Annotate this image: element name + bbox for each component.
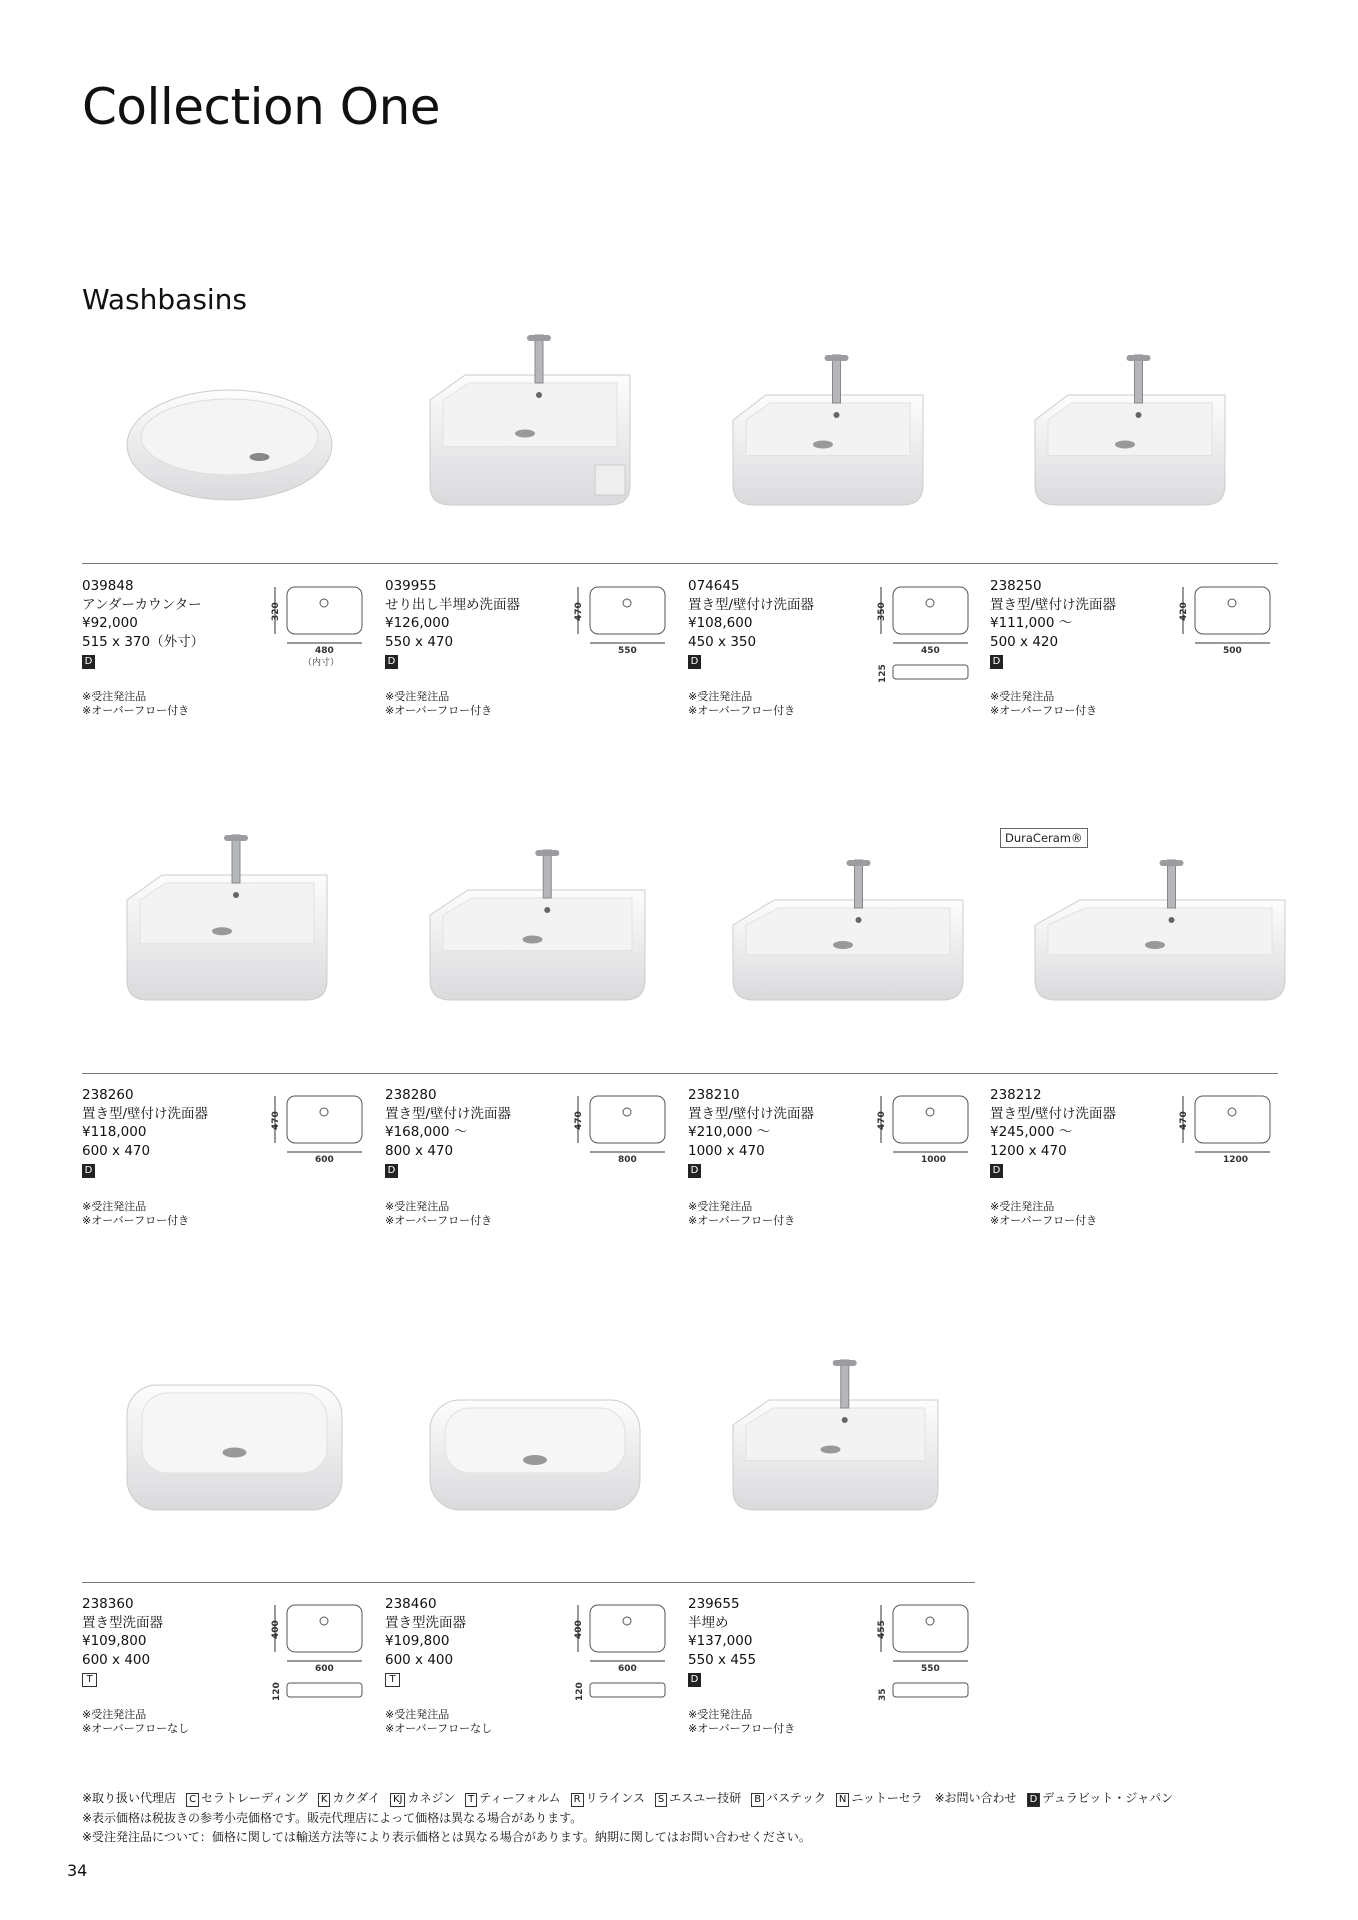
dealer-name: カネジン	[407, 1791, 456, 1805]
dealers-label: ※取り扱い代理店	[82, 1791, 177, 1805]
product-notes	[385, 1708, 492, 1736]
svg-text:125: 125	[878, 664, 888, 683]
overflow-note: ※オーバーフロー付き	[990, 704, 1098, 717]
svg-text:（内寸）: （内寸）	[303, 658, 340, 668]
product-photo	[728, 1350, 943, 1524]
svg-text:420: 420	[1179, 602, 1189, 621]
overflow-note: ※オーバーフロー付き	[385, 1214, 493, 1227]
dimension-drawing	[570, 1088, 670, 1202]
svg-text:600: 600	[315, 1155, 334, 1165]
page-number: 34	[67, 1861, 88, 1880]
product-info	[385, 577, 520, 670]
svg-text:400: 400	[271, 1620, 281, 1639]
product-code: 238260	[82, 1087, 134, 1103]
svg-text:450: 450	[921, 646, 940, 656]
product-info	[82, 1086, 208, 1179]
product-notes	[82, 1200, 189, 1228]
product-notes	[990, 1200, 1097, 1228]
overflow-note: ※オーバーフローなし	[82, 1722, 190, 1735]
product-size: 550 x 470	[385, 633, 454, 650]
dealer-badge: N	[836, 1793, 849, 1807]
svg-text:550: 550	[618, 646, 637, 656]
dimension-drawing	[1175, 579, 1275, 693]
footer-notes	[82, 1790, 1173, 1845]
product-size: 500 x 420	[990, 633, 1059, 650]
product-name: アンダーカウンター	[82, 596, 202, 613]
svg-text:350: 350	[877, 602, 887, 621]
dimension-drawing	[570, 579, 670, 693]
product-code: 074645	[688, 578, 740, 594]
contact-badge: D	[1027, 1793, 1041, 1807]
dimension-drawing	[873, 1088, 973, 1202]
product-size: 450 x 350	[688, 633, 757, 650]
dealer-badge: KJ	[390, 1793, 406, 1807]
product-code: 239655	[688, 1596, 740, 1612]
svg-text:600: 600	[618, 1664, 637, 1674]
product-price: ¥92,000	[82, 615, 138, 631]
svg-text:470: 470	[271, 1111, 281, 1130]
product-size: 800 x 470	[385, 1142, 454, 1159]
dealer-badge: D	[82, 655, 95, 669]
dealer-badge: T	[465, 1793, 477, 1807]
dealer-line	[82, 1790, 1173, 1807]
product-price: ¥118,000	[82, 1124, 147, 1140]
order-note: ※受注発注品	[82, 1200, 147, 1213]
overflow-note: ※オーバーフロー付き	[990, 1214, 1098, 1227]
dimension-drawing	[267, 579, 367, 693]
dimension-drawing	[873, 579, 973, 693]
order-note: ※受注発注品	[990, 690, 1055, 703]
product-photo	[122, 825, 332, 1014]
product-code: 238250	[990, 578, 1042, 594]
order-note: ※受注発注品	[385, 1708, 450, 1721]
overflow-note: ※オーバーフロー付き	[688, 1722, 796, 1735]
order-note: ※受注発注品	[385, 690, 450, 703]
product-code: 238212	[990, 1087, 1042, 1103]
product-photo	[425, 325, 635, 519]
dealer-name: リラインス	[585, 1791, 645, 1805]
product-size: 600 x 470	[82, 1142, 151, 1159]
svg-text:120: 120	[575, 1682, 585, 1701]
product-photo	[728, 850, 968, 1014]
product-photo	[1030, 850, 1290, 1014]
product-name: 置き型/壁付け洗面器	[990, 596, 1117, 613]
overflow-note: ※オーバーフロー付き	[688, 704, 796, 717]
dimension-drawing	[570, 1597, 670, 1711]
dealer-badge: R	[571, 1793, 584, 1807]
overflow-note: ※オーバーフローなし	[385, 1722, 493, 1735]
dealer-badge: D	[385, 655, 398, 669]
contact-label: ※お問い合わせ	[934, 1791, 1017, 1805]
product-code: 238280	[385, 1087, 437, 1103]
page-title: Collection One	[82, 78, 441, 136]
svg-text:455: 455	[877, 1620, 887, 1639]
product-name: 置き型/壁付け洗面器	[688, 596, 815, 613]
product-price: ¥109,800	[82, 1633, 147, 1649]
product-notes	[688, 690, 795, 718]
product-info	[688, 577, 814, 670]
product-code: 238210	[688, 1087, 740, 1103]
divider-row-2	[82, 1073, 1278, 1074]
svg-text:1000: 1000	[921, 1155, 947, 1165]
product-notes	[82, 690, 189, 718]
dealer-badge: T	[385, 1673, 400, 1687]
product-size: 550 x 455	[688, 1651, 757, 1668]
contact-name: デュラビット・ジャパン	[1042, 1791, 1174, 1805]
svg-text:470: 470	[1179, 1111, 1189, 1130]
product-info	[688, 1595, 756, 1688]
order-note: ※受注発注品	[688, 1200, 753, 1213]
product-price: ¥137,000	[688, 1633, 753, 1649]
overflow-note: ※オーバーフロー付き	[82, 1214, 190, 1227]
price-note: ※表示価格は税抜きの参考小売価格です。販売代理店によって価格は異なる場合があります。	[82, 1811, 583, 1825]
product-price: ¥126,000	[385, 615, 450, 631]
product-info	[82, 1595, 163, 1688]
dealer-badge: C	[186, 1793, 199, 1807]
dealer-name: ティーフォルム	[479, 1791, 561, 1805]
svg-text:800: 800	[618, 1155, 637, 1165]
overflow-note: ※オーバーフロー付き	[688, 1214, 796, 1227]
product-name: 置き型/壁付け洗面器	[688, 1105, 815, 1122]
dealer-name: セラトレーディング	[201, 1791, 308, 1805]
svg-text:1200: 1200	[1223, 1155, 1249, 1165]
svg-text:120: 120	[272, 1682, 282, 1701]
svg-text:480: 480	[315, 646, 334, 656]
product-notes	[688, 1200, 795, 1228]
product-info	[990, 577, 1116, 670]
product-price: ¥168,000 〜	[385, 1124, 468, 1140]
dealer-badge: D	[385, 1164, 398, 1178]
product-size: 600 x 400	[385, 1651, 454, 1668]
product-size: 1200 x 470	[990, 1142, 1067, 1159]
divider-row-1	[82, 563, 1278, 564]
product-info	[385, 1595, 466, 1688]
product-price: ¥109,800	[385, 1633, 450, 1649]
product-photo	[122, 375, 337, 559]
section-title: Washbasins	[82, 283, 248, 316]
dealer-badge: D	[990, 1164, 1003, 1178]
product-photo	[425, 1380, 645, 1564]
product-size: 600 x 400	[82, 1651, 151, 1668]
product-code: 039848	[82, 578, 134, 594]
product-notes	[385, 690, 492, 718]
product-notes	[688, 1708, 795, 1736]
dealer-badge: D	[688, 1673, 701, 1687]
dimension-drawing	[267, 1088, 367, 1202]
product-photo	[122, 1365, 347, 1564]
dealer-badge: D	[688, 655, 701, 669]
product-info	[990, 1086, 1116, 1179]
order-note: ※受注発注品	[385, 1200, 450, 1213]
svg-text:600: 600	[315, 1664, 334, 1674]
svg-text:400: 400	[574, 1620, 584, 1639]
product-info	[385, 1086, 511, 1179]
product-info	[82, 577, 204, 670]
product-photo	[728, 345, 928, 519]
product-name: せり出し半埋め洗面器	[385, 596, 520, 613]
dealer-name: ニットーセラ	[851, 1791, 923, 1805]
order-note: ※受注発注品について：価格に関しては輸送方法等により表示価格とは異なる場合があります。納期に関してはお問い合わせください。	[82, 1830, 811, 1844]
dealer-badge: K	[318, 1793, 331, 1807]
overflow-note: ※オーバーフロー付き	[82, 704, 190, 717]
dealer-badge: S	[655, 1793, 667, 1807]
divider-row-3	[82, 1582, 975, 1583]
dealer-badge: D	[82, 1164, 95, 1178]
svg-text:550: 550	[921, 1664, 940, 1674]
product-notes	[990, 690, 1097, 718]
order-note: ※受注発注品	[688, 1708, 753, 1721]
dimension-drawing	[267, 1597, 367, 1711]
overflow-note: ※オーバーフロー付き	[385, 704, 493, 717]
dealer-name: カクダイ	[332, 1791, 380, 1805]
product-price: ¥245,000 〜	[990, 1124, 1073, 1140]
dealer-badge: B	[751, 1793, 764, 1807]
product-name: 置き型/壁付け洗面器	[990, 1105, 1117, 1122]
product-size: 1000 x 470	[688, 1142, 765, 1159]
dimension-drawing	[1175, 1088, 1275, 1202]
dealer-badge: T	[82, 1673, 97, 1687]
product-name: 置き型洗面器	[385, 1614, 466, 1631]
order-note: ※受注発注品	[82, 690, 147, 703]
svg-text:35: 35	[878, 1688, 888, 1701]
product-price: ¥111,000 〜	[990, 615, 1073, 631]
dealer-badge: D	[688, 1164, 701, 1178]
svg-text:500: 500	[1223, 646, 1242, 656]
product-name: 置き型/壁付け洗面器	[82, 1105, 209, 1122]
product-name: 置き型/壁付け洗面器	[385, 1105, 512, 1122]
dealer-name: バステック	[766, 1791, 826, 1805]
product-code: 238360	[82, 1596, 134, 1612]
svg-text:470: 470	[574, 1111, 584, 1130]
svg-text:470: 470	[574, 602, 584, 621]
product-size: 515 x 370（外寸）	[82, 633, 205, 650]
product-name: 置き型洗面器	[82, 1614, 163, 1631]
dimension-drawing	[873, 1597, 973, 1711]
dealer-badge: D	[990, 655, 1003, 669]
product-photo	[425, 840, 650, 1014]
product-photo	[1030, 345, 1230, 519]
product-notes	[385, 1200, 492, 1228]
product-name: 半埋め	[688, 1614, 729, 1631]
order-note: ※受注発注品	[990, 1200, 1055, 1213]
svg-text:320: 320	[271, 602, 281, 621]
duraceram-badge: DuraCeram®	[1000, 828, 1088, 848]
svg-text:470: 470	[877, 1111, 887, 1130]
dealer-name: エスユー技研	[669, 1791, 742, 1805]
order-note: ※受注発注品	[688, 690, 753, 703]
product-price: ¥210,000 〜	[688, 1124, 771, 1140]
product-price: ¥108,600	[688, 615, 753, 631]
product-code: 238460	[385, 1596, 437, 1612]
product-notes	[82, 1708, 189, 1736]
product-code: 039955	[385, 578, 437, 594]
order-note: ※受注発注品	[82, 1708, 147, 1721]
product-info	[688, 1086, 814, 1179]
